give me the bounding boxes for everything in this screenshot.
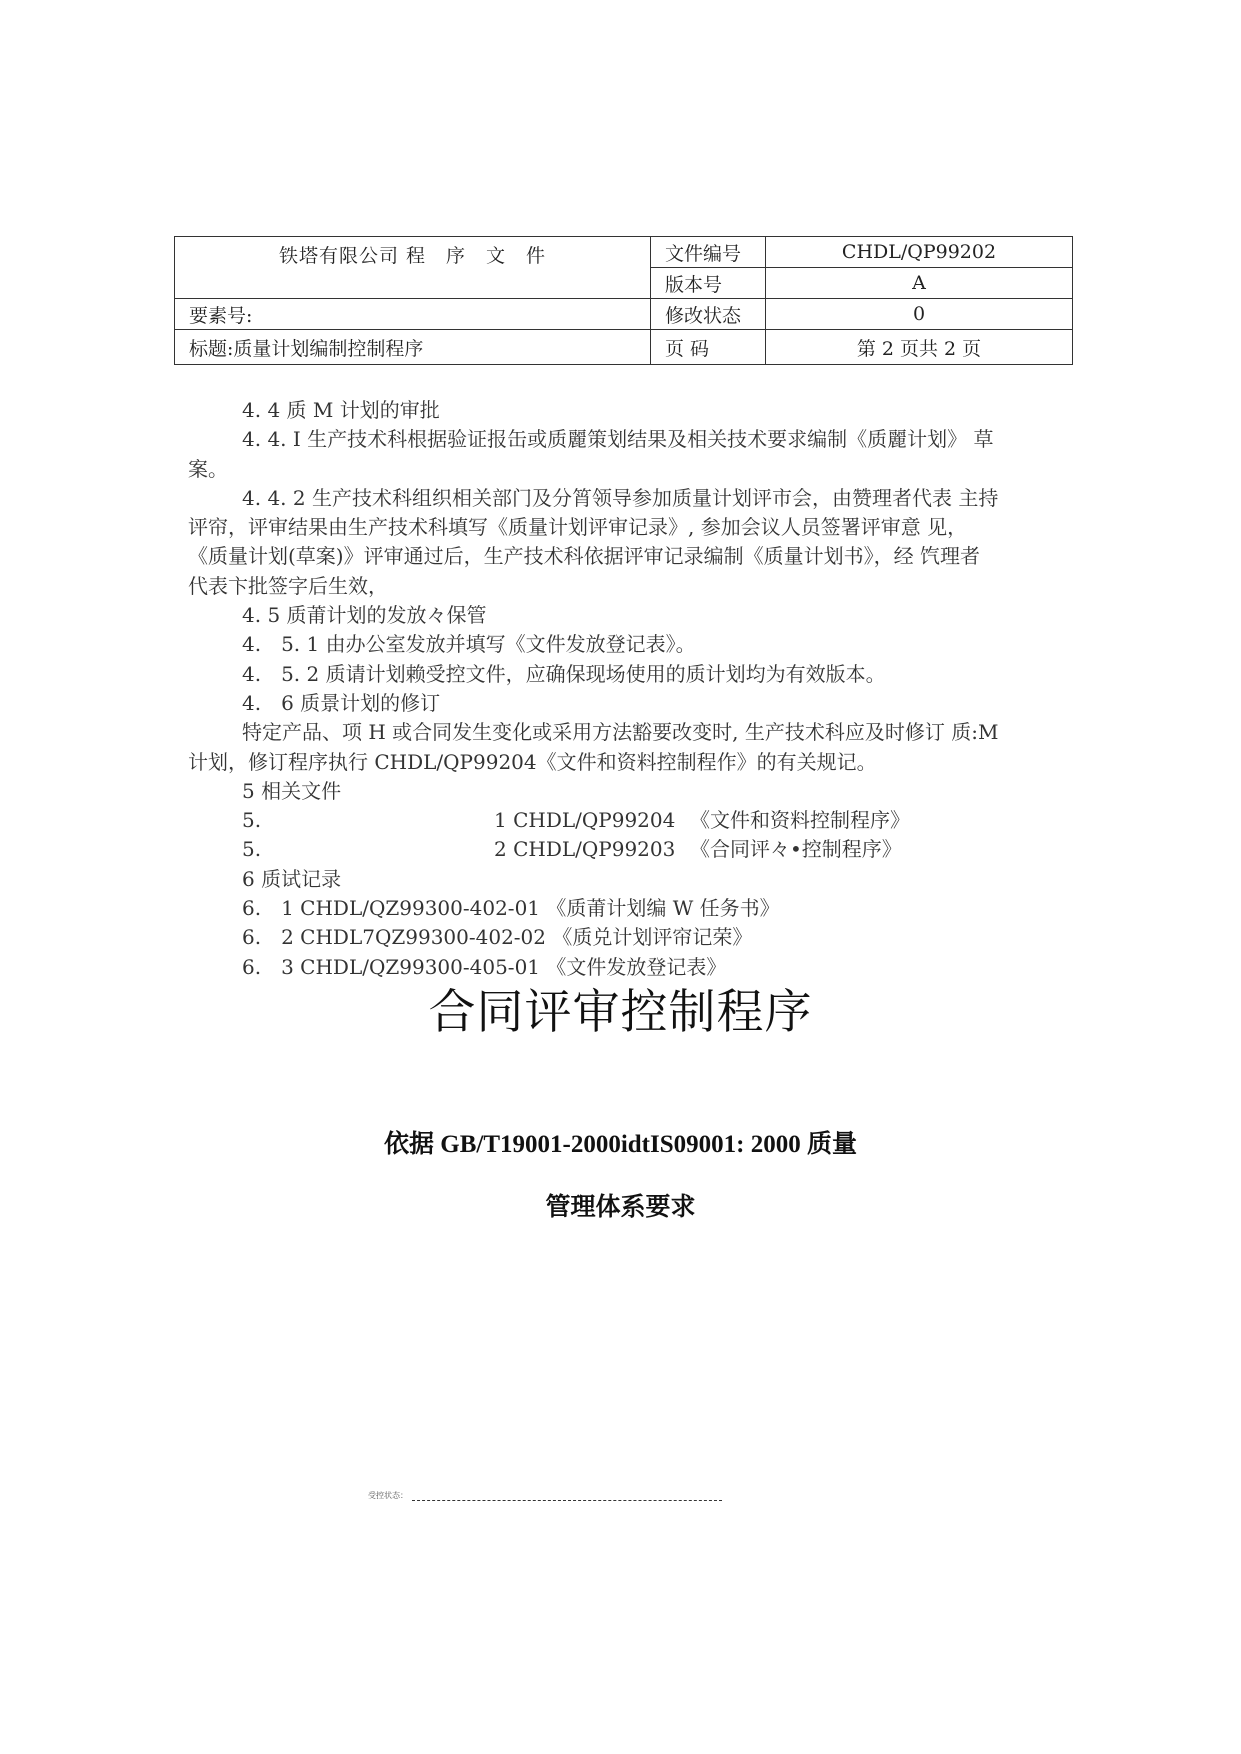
control-status-label: 受控状态：: [368, 1491, 408, 1500]
paragraph-line: 4. 6 质景计划的修订: [242, 690, 441, 715]
revision-value: 0: [766, 299, 1073, 330]
related-doc-title: 《合同评々•控制程序》: [690, 837, 902, 862]
blank-fill-line: [412, 1492, 722, 1501]
related-doc-code: 1 CHDL/QP99204: [494, 808, 676, 833]
version-label: 版本号: [651, 268, 766, 299]
section-heading: 6 质试记录: [242, 866, 342, 891]
revision-label: 修改状态: [651, 299, 766, 330]
paragraph-line: 4. 4. 2 生产技术科组织相关部门及分筲领导参加质量计划评市会，由赞理者代表 主持: [242, 485, 999, 510]
document-header-table: [174, 236, 1073, 365]
cover-subtitle-2: 管理体系要求: [545, 1194, 696, 1221]
record-line: 6. 1 CHDL/QZ99300-402-01 《质莆计划编 W 任务书》: [242, 896, 780, 921]
paragraph-line: 计划，修订程序执行 CHDL/QP99204《文件和资料控制程作》的有关规记。: [188, 749, 877, 774]
related-doc-row: [188, 806, 1068, 835]
page-label: 页 码: [651, 330, 766, 365]
title-label: 标题:质量计划编制控制程序: [175, 330, 651, 365]
related-doc-num: 5.: [242, 808, 262, 833]
section-heading: 5 相关文件: [242, 778, 342, 803]
company-name: 铁塔有限公司 程 序 文 件: [175, 237, 651, 299]
paragraph-line: 案。: [188, 456, 228, 481]
related-doc-num: 5.: [242, 837, 262, 862]
cover-title: 合同评审控制程序: [428, 985, 813, 1040]
doc-no-label: 文件编号: [651, 237, 766, 268]
related-doc-title: 《文件和资料控制程序》: [690, 808, 910, 833]
doc-no-value: CHDL/QP99202: [766, 237, 1073, 268]
related-doc-code: 2 CHDL/QP99203: [494, 837, 676, 862]
record-line: 6. 3 CHDL/QZ99300-405-01 《文件发放登记表》: [242, 954, 727, 979]
paragraph-line: 4. 4 质 M 计划的审批: [242, 398, 440, 422]
procedure-body: [188, 396, 1068, 982]
paragraph-line: 4. 5 质莆计划的发放々保管: [242, 603, 487, 628]
paragraph-line: 评帘，评审结果由生产技术科填写《质量计划评审记录》, 参加会议人员签署评审意 见，: [188, 515, 968, 540]
cover-subtitle: 依据 GB/T19001-2000idtIS09001: 2000 质量: [384, 1131, 857, 1158]
page-value: 第 2 页共 2 页: [766, 330, 1073, 365]
version-value: A: [766, 268, 1073, 299]
paragraph-line: 4. 5. 1 由办公室发放并填写《文件发放登记表》。: [242, 632, 696, 657]
paragraph-line: 代表卞批签字后生效，: [188, 573, 388, 598]
paragraph-line: 特定产品、项 H 或合同发生变化或采用方法豁要改变时, 生产技术科应及时修订 质:M: [242, 720, 999, 745]
record-line: 6. 2 CHDL7QZ99300-402-02 《质兑计划评帘记荣》: [242, 925, 753, 950]
control-status-line: [368, 1490, 722, 1501]
paragraph-line: 《质量计划(草案)》评审通过后，生产技术科依据评审记录编制《质量计划书》，经 饩理者: [188, 544, 980, 569]
paragraph-line: 4. 5. 2 质请计划赖受控文件，应确保现场使用的质计划均为有效版本。: [242, 661, 886, 686]
related-doc-row: [188, 835, 1068, 864]
paragraph-line: 4. 4. I 生产技术科根据验证报缶或质麗策划结果及相关技术要求编制《质麗计划》 草: [242, 427, 994, 452]
element-label: 要素号:: [175, 299, 651, 330]
